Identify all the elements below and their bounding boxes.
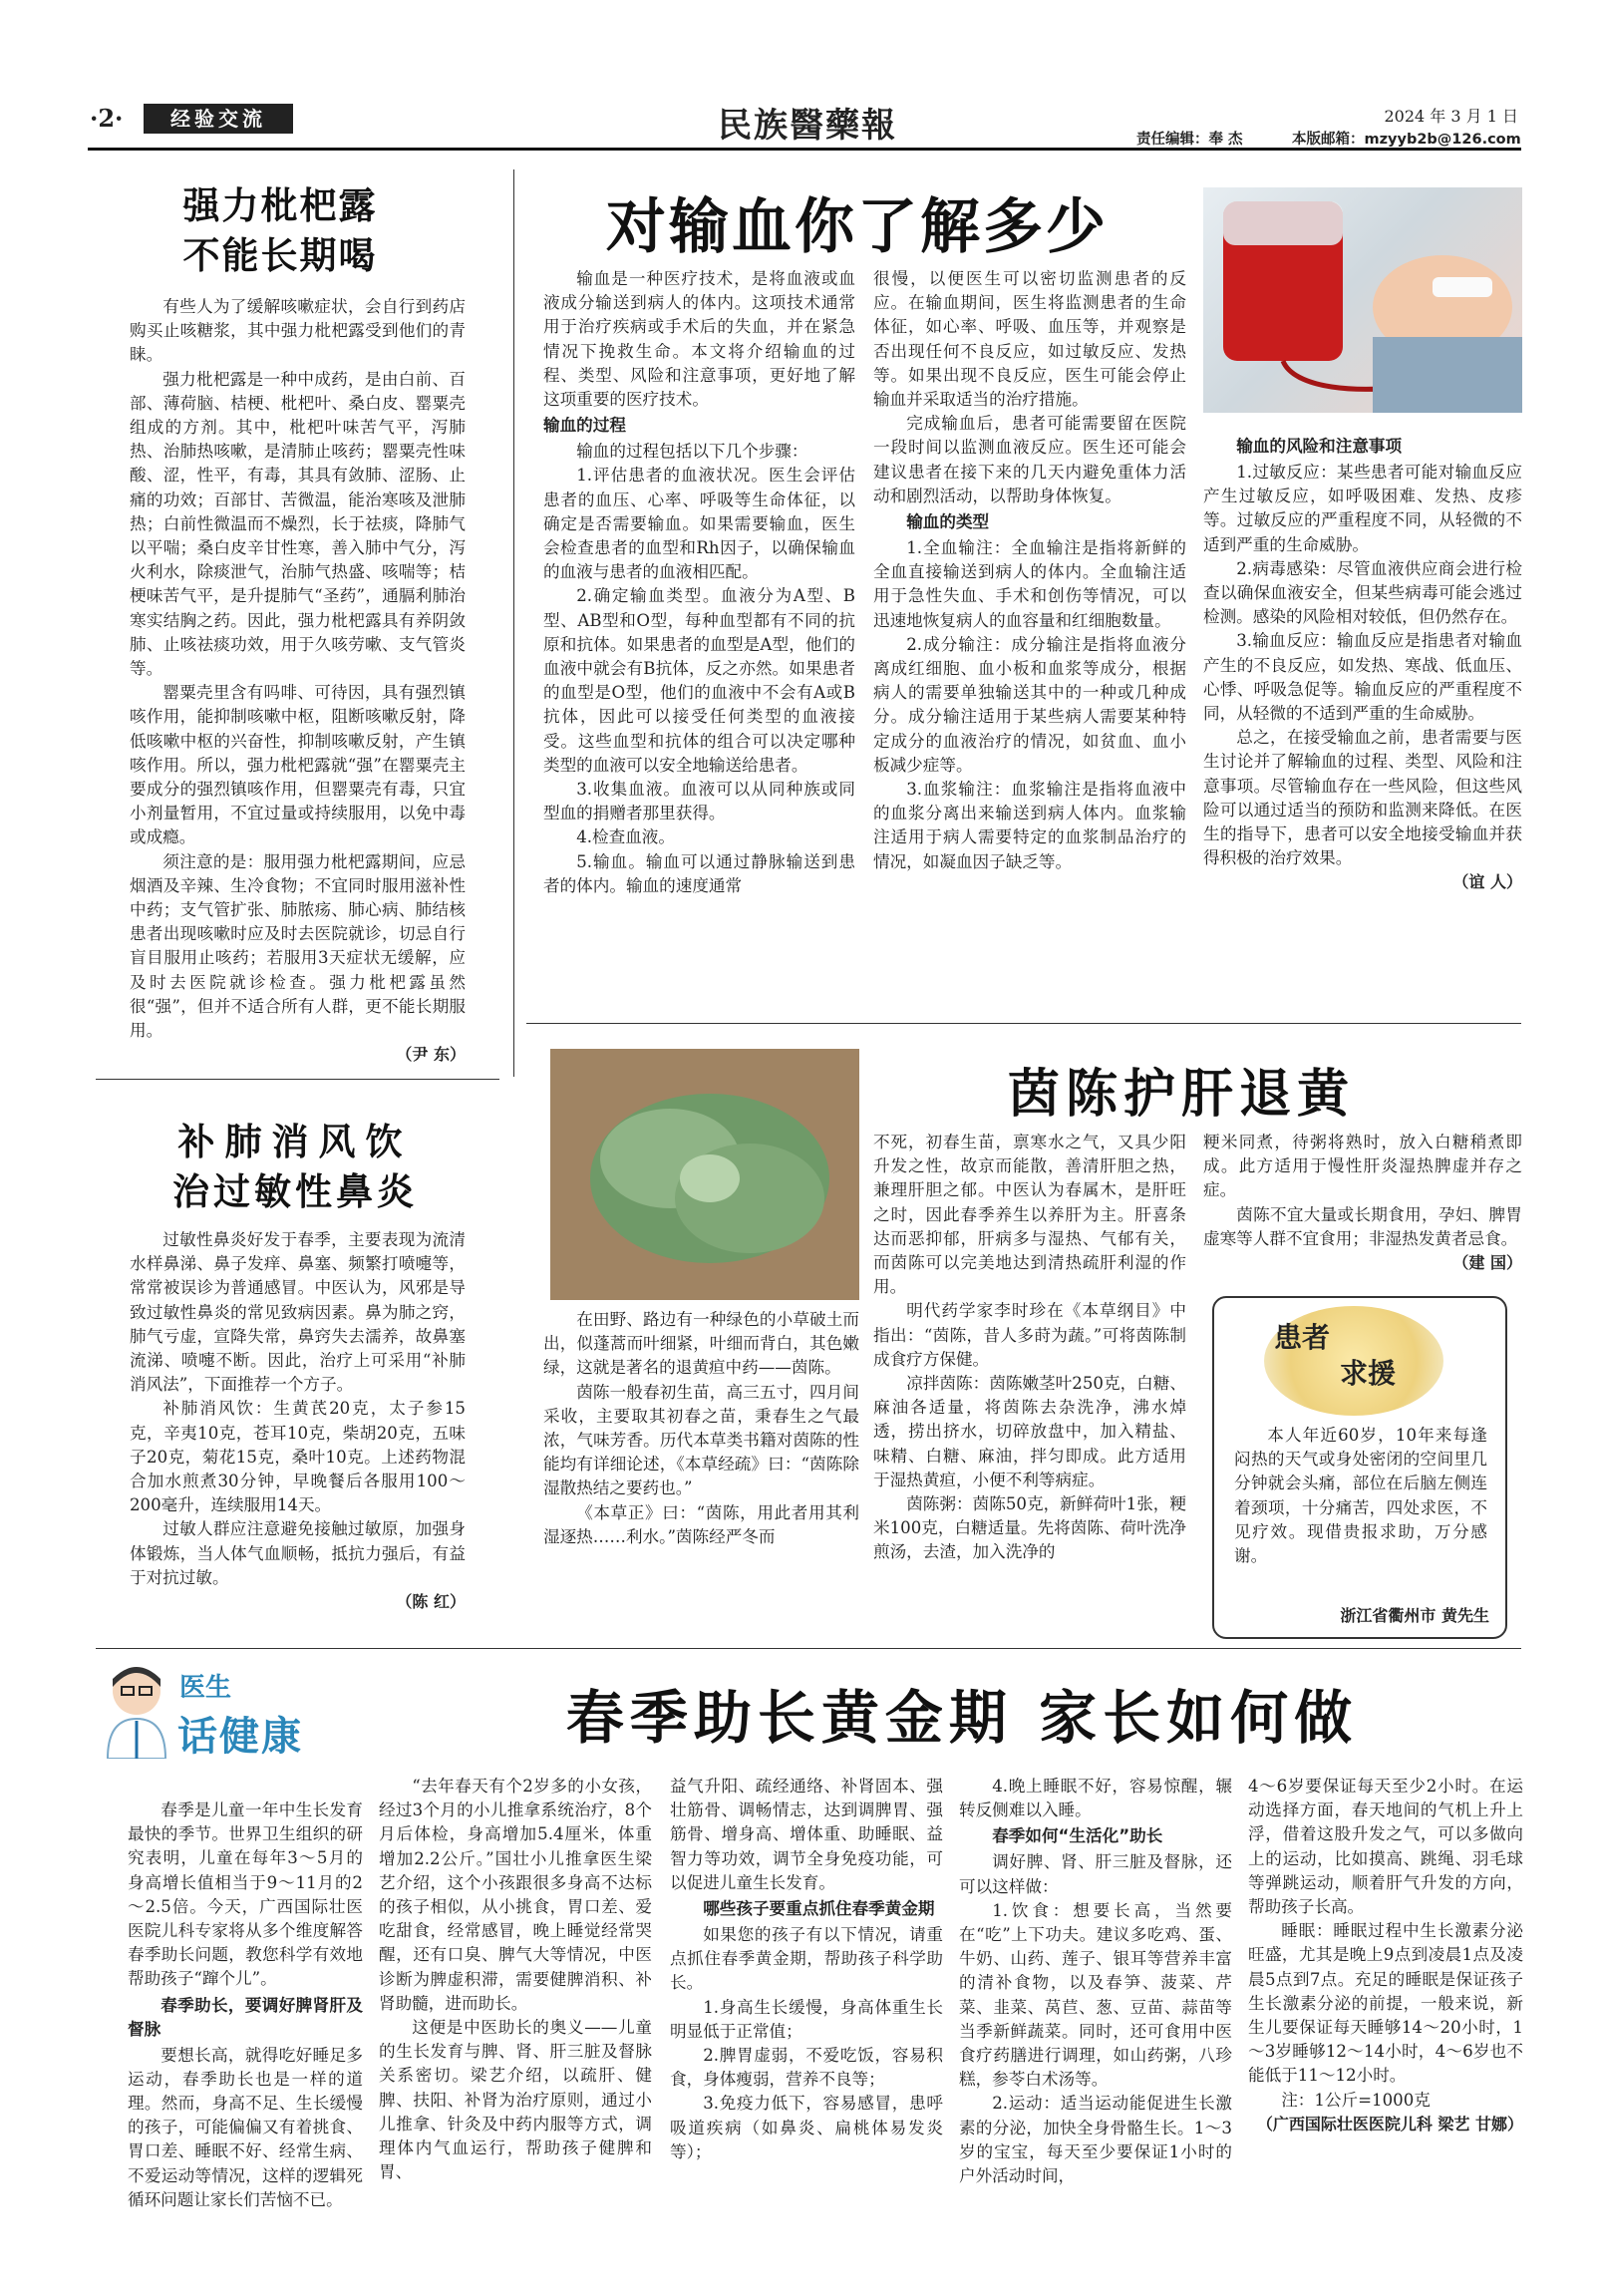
section-tag: 经验交流	[144, 104, 293, 134]
paragraph: 要想长高，就得吃好睡足多运动，春季助长也是一样的道理。然而，身高不足、生长缓慢的孩子，可能偏偏又有着挑食、胃口差、睡眠不好、经常生病、不爱运动等情况，这样的逻辑死循环问题让家长们苦恼不已。	[128, 2045, 363, 2209]
lung-title-line2: 治过敏性鼻炎	[172, 1169, 418, 1213]
spring-col4	[959, 1775, 1232, 2188]
paragraph: 总之，在接受输血之前，患者需要与医生讨论并了解输血的过程、类型、风险和注意事项。尽管输血存在一些风险，但这些风险可以通过适当的预防和监测来降低。在医生的指导下，患者可以安全地接受输血并获得积极的治疗效果。	[1203, 728, 1522, 868]
patient-sleeve	[1373, 337, 1522, 413]
paragraph: 过敏人群应注意避免接触过敏原，加强身体锻炼，当人体气血顺畅，抵抗力强后，有益于对抗过敏。	[130, 1519, 466, 1587]
tape	[1433, 277, 1492, 297]
plant-center	[680, 1154, 740, 1202]
yinchen-plant-illustration	[550, 1049, 859, 1300]
paragraph: 有些人为了缓解咳嗽症状，会自行到药店购买止咳糖浆，其中强力枇杷露受到他们的青睐。	[130, 297, 466, 365]
paragraph: 3.免疫力低下，容易感冒，患呼吸道疾病（如鼻炎、扁桃体易发炎等）；	[670, 2094, 943, 2161]
header-rule	[88, 148, 1521, 151]
paragraph: 本人年近60岁，10年来每逢闷热的天气或身处密闭的空间里几分钟就会头痛，部位在后脑左侧连着颈项，十分痛苦，四处求医，不见疗效。现借贵报求助，万分感谢。	[1234, 1426, 1487, 1566]
doctor-illustration	[100, 1659, 173, 1759]
spring-col2	[379, 1775, 652, 2184]
paragraph: 1.评估患者的血液状况。医生会评估患者的血压、心率、呼吸等生命体征，以确定是否需要输血。如果需要输血，医生会检查患者的血型和Rh因子，以确保输血的血液与患者的血液相匹配。	[543, 466, 855, 582]
paragraph: 2.运动：适当运动能促进生长激素的分泌，加快全身骨骼生长。1～3岁的宝宝，每天至少要保证1小时的户外活动时间，	[959, 2094, 1232, 2186]
lung-author: （陈 红）	[396, 1592, 466, 1612]
yinchen-col1	[543, 1308, 859, 1549]
doctor-avatar-icon	[100, 1659, 173, 1759]
yinchen-author: （建 国）	[1452, 1253, 1522, 1273]
paragraph: 春季是儿童一年中生长发育最快的季节。世界卫生组织的研究表明，儿童在每年3～5月的身高增长值相当于9～11月的2～2.5倍。今天，广西国际壮医医院儿科专家将从多个维度解答春季助长问题，教您科学有效地帮助孩子“蹿个儿”。	[128, 1801, 363, 1989]
spring-title: 春季助长黄金期 家长如何做	[565, 1684, 1359, 1752]
paragraph: 如果您的孩子有以下情况，请重点抓住春季黄金期，帮助孩子科学助长。	[670, 1925, 943, 1993]
paragraph: 1.饮食：想要长高，当然要在“吃”上下功夫。建议多吃鸡、蛋、牛奶、山药、莲子、银耳等营养丰富的清补食物，以及春笋、菠菜、芹菜、韭菜、莴苣、葱、豆苗、蒜苗等当季新鲜蔬菜。同时，还可食用中医食疗药膳进行调理，如山药粥，八珍糕，参苓白术汤等。	[959, 1900, 1232, 2090]
spring-col3	[670, 1775, 943, 2164]
subheading: 哪些孩子要重点抓住春季黄金期	[703, 1899, 935, 1919]
paragraph: 不死，初春生苗，禀寒水之气，又具少阳升发之性，故京而能散，善清肝胆之热，兼理肝胆之郁。中医认为春属木，是肝旺之时，因此春季养生以养肝为主。肝喜条达而恶抑郁，肝病多与湿热、气郁有关，而茵陈可以完美地达到清热疏肝利湿的作用。	[873, 1133, 1186, 1297]
help-title-top: 患者	[1274, 1321, 1331, 1354]
blood-title: 对输血你了解多少	[606, 192, 1109, 262]
paragraph: 罂粟壳里含有吗啡、可待因，具有强烈镇咳作用，能抑制咳嗽中枢，阻断咳嗽反射，降低咳嗽中枢的兴奋性，抑制咳嗽反射，产生镇咳作用。所以，强力枇杷露就“强”在罂粟壳主要成分的强烈镇咳作用，但罂粟壳有毒，只宜小剂量暂用，不宜过量或持续服用，以免中毒或成瘾。	[130, 683, 466, 847]
yinchen-title: 茵陈护肝退黄	[1007, 1064, 1355, 1125]
paragraph: 凉拌茵陈：茵陈嫩茎叶250克，白糖、麻油各适量，将茵陈去杂洗净，沸水焯透，捞出挤水，切碎放盘中，加入精盐、味精、白糖、麻油，拌匀即成。此方适用于湿热黄疸，小便不利等病症。	[873, 1374, 1186, 1489]
paragraph: 1.全血输注：全血输注是指将新鲜的全血直接输送到病人的体内。全血输注适用于急性失血、手术和创伤等情况，可以迅速地恢复病人的血容量和红细胞数量。	[873, 538, 1186, 630]
email-line: 本版邮箱：mzyyb2b@126.com	[1292, 132, 1521, 148]
subheading: 春季助长，要调好脾肾肝及督脉	[128, 1995, 363, 2039]
paragraph: 过敏性鼻炎好发于春季，主要表现为流清水样鼻涕、鼻子发痒、鼻塞、频繁打喷嚏等，常常被误诊为普通感冒。中医认为，风邪是导致过敏性鼻炎的常见致病因素。鼻为肺之窍，肺气亏虚，宣降失常，鼻窍失去濡养，故鼻塞流涕、喷嚏不断。因此，治疗上可采用“补肺消风法”，下面推荐一个方子。	[130, 1230, 466, 1395]
section-rule	[526, 1023, 1521, 1024]
pipa-title-line1: 强力枇杷露	[182, 183, 378, 227]
patient-help-box	[1212, 1296, 1507, 1639]
paragraph: 这便是中医助长的奥义——儿童的生长发育与脾、肾、肝三脏及督脉关系密切。梁艺介绍，以疏肝、健脾、扶阳、补肾为治疗原则，通过小儿推拿、针灸及中药内服等方式，调理体内气血运行，帮助孩子健脾和胃、	[379, 2018, 652, 2182]
section-rule	[96, 1648, 1521, 1649]
help-text	[1234, 1424, 1487, 1568]
help-title-bottom: 求援	[1340, 1357, 1397, 1390]
paragraph: 须注意的是：服用强力枇杷露期间，应忌烟酒及辛辣、生冷食物；不宜同时服用滋补性中药；支气管扩张、肺脓疡、肺心病、肺结核患者出现咳嗽时应及时去医院就诊，切忌自行盲目服用止咳药；若服用3天症状无缓解，应及时去医院就诊检查。强力枇杷露虽然很“强”，但并不适合所有人群，更不能长期服用。	[130, 851, 466, 1041]
help-signature: 浙江省衢州市 黄先生	[1340, 1606, 1489, 1625]
blood-col2	[873, 267, 1186, 874]
subheading: 春季如何“生活化”助长	[992, 1826, 1163, 1846]
paragraph: 2.成分输注：成分输注是指将血液分离成红细胞、血小板和血浆等成分，根据病人的需要单独输送其中的一种或几种成分。成分输注适用于某些病人需要某种特定成分的血液治疗的情况，如贫血、血小板减少症等。	[873, 634, 1186, 775]
blood-col3	[1203, 433, 1522, 895]
masthead: 民族醫藥報	[718, 106, 897, 146]
paragraph: 茵陈一般春初生苗，高三五寸，四月间采收，主要取其初春之苗，秉春生之气最浓，气味芳香。历代本草类书籍对茵陈的性能均有详细论述，《本草经疏》曰：“茵陈除湿散热结之要药也。”	[543, 1382, 859, 1498]
paragraph: 粳米同煮，待粥将熟时，放入白糖稍煮即成。此方适用于慢性肝炎湿热脾虚并存之症。	[1203, 1133, 1522, 1200]
blood-bag-label	[1223, 201, 1343, 245]
pipa-body	[130, 295, 466, 1068]
paragraph: 在田野、路边有一种绿色的小草破土而出，似蓬蒿而叶细紧，叶细而背白，其色嫩绿，这就是著名的退黄疸中药——茵陈。	[543, 1310, 859, 1378]
spring-col1	[128, 1799, 363, 2212]
paragraph: 1.过敏反应：某些患者可能对输血反应产生过敏反应，如呼吸困难、发热、皮疹等。过敏反应的严重程度不同，从轻微的不适到严重的生命威胁。	[1203, 463, 1522, 554]
spring-author: （广西国际壮医医院儿科 梁艺 甘娜）	[1256, 2114, 1523, 2133]
section-rule	[96, 1079, 499, 1080]
column-logo-bottom: 话健康	[177, 1714, 303, 1760]
yinchen-col3	[1203, 1131, 1522, 1275]
pipa-title-line2: 不能长期喝	[182, 233, 378, 277]
paragraph: 1.身高生长缓慢，身高体重生长明显低于正常值；	[670, 1997, 943, 2041]
paragraph: 《本草正》曰：“茵陈，用此者用其利湿逐热……利水。”茵陈经严冬而	[543, 1502, 859, 1546]
lung-body	[130, 1228, 466, 1614]
editor-line: 责任编辑：奉 杰	[1136, 132, 1243, 148]
paragraph: 4～6岁要保证每天至少2小时。在运动选择方面，春天地间的气机上升上浮，借着这股升发之气，可以多做向上的运动，比如摸高、跳绳、羽毛球等弹跳运动，顺着肝气升发的方向，帮助孩子长高。	[1248, 1777, 1523, 1917]
blood-photo	[1203, 187, 1522, 413]
paragraph: 注：1公斤=1000克	[1281, 2090, 1431, 2110]
yinchen-col2	[873, 1131, 1186, 1565]
column-logo-top: 医生	[179, 1673, 232, 1703]
paragraph: 很慢，以便医生可以密切监测患者的反应。在输血期间，医生将监测患者的生命体征，如心率、呼吸、血压等，并观察是否出现任何不良反应，如过敏反应、发热等。如果出现不良反应，医生可能会停止输血并采取适当的治疗措施。	[873, 269, 1186, 410]
paragraph: 补肺消风饮：生黄芪20克，太子参15克，辛夷10克，苍耳10克，柴胡20克，五味子20克，菊花15克，桑叶10克。上述药物混合加水煎煮30分钟，早晚餐后各服用100～200毫升，连续服用14天。	[130, 1399, 466, 1515]
yinchen-photo	[550, 1049, 859, 1300]
blood-col1	[543, 267, 855, 898]
spring-col5	[1248, 1775, 1523, 2136]
issue-date: 2024 年 3 月 1 日	[1384, 107, 1518, 126]
paragraph: 2.脾胃虚弱，不爱吃饭，容易积食，身体瘦弱，营养不良等；	[670, 2046, 943, 2090]
paragraph: 强力枇杷露是一种中成药，是由白前、百部、薄荷脑、桔梗、枇杷叶、桑白皮、罂粟壳组成的方剂。其中，枇杷叶味苦气平，泻肺热、治肺热咳嗽，是清肺止咳药；罂粟壳性味酸、涩，性平，有毒，其具有敛肺、涩肠、止痛的功效；百部甘、苦微温，能治寒咳及泄肺热；白前性微温而不燥烈，长于祛痰，降肺气以平喘；桑白皮辛甘性寒，善入肺中气分，泻火利水，除痰泄气，治肺气热盛、咳喘等；桔梗味苦气平，是升提肺气“圣药”，通膈利肺治寒实结胸之药。因此，强力枇杷露具有养阴敛肺、止咳祛痰功效，用于久咳劳嗽、支气管炎等。	[130, 369, 466, 679]
paragraph: 茵陈粥：茵陈50克，新鲜荷叶1张，粳米100克，白糖适量。先将茵陈、荷叶洗净煎汤，去渣，加入洗净的	[873, 1494, 1186, 1562]
paragraph: 4.检查血液。	[576, 827, 675, 847]
paragraph: “去年春天有个2岁多的小女孩，经过3个月的小儿推拿系统治疗，8个月后体检，身高增加5.4厘米，体重增加2.2公斤。”国壮小儿推拿医生梁艺介绍，这个小孩跟很多身高不达标的孩子相似，从小挑食，胃口差、爱吃甜食，经常感冒，晚上睡觉经常哭醒，还有口臭、脾气大等情况，中医诊断为脾虚积滞，需要健脾消积、补肾助髓，进而助长。	[379, 1777, 652, 2013]
paragraph: 益气升阳、疏经通络、补肾固本、强壮筋骨、调畅情志，达到调脾胃、强筋骨、增身高、增体重、助睡眠、益智力等功效，调节全身免疫功能，可以促进儿童生长发育。	[670, 1777, 943, 1892]
column-divider	[513, 169, 514, 1077]
paragraph: 调好脾、肾、肝三脏及督脉，还可以这样做：	[959, 1852, 1232, 1896]
paragraph: 5.输血。输血可以通过静脉输送到患者的体内。输血的速度通常	[543, 851, 855, 895]
subheading: 输血的类型	[906, 512, 990, 532]
paragraph: 输血是一种医疗技术，是将血液或血液成分输送到病人的体内。这项技术通常用于治疗疾病或手术后的失血，并在紧急情况下挽救生命。本文将介绍输血的过程、类型、风险和注意事项，更好地了解这项重要的医疗技术。	[543, 269, 855, 410]
paragraph: 3.收集血液。血液可以从同种族或同型血的捐赠者那里获得。	[543, 780, 855, 823]
blood-author: （谊 人）	[1452, 872, 1522, 892]
paragraph: 3.输血反应：输血反应是指患者对输血产生的不良反应，如发热、寒战、低血压、心悸、呼吸急促等。输血反应的严重程度不同，从轻微的不适到严重的生命威胁。	[1203, 631, 1522, 724]
paragraph: 输血的过程包括以下几个步骤：	[576, 442, 808, 462]
paragraph: 4.晚上睡眠不好，容易惊醒，辗转反侧难以入睡。	[959, 1777, 1232, 1820]
paragraph: 明代药学家李时珍在《本草纲目》中指出：“茵陈，昔人多莳为蔬。”可将茵陈制成食疗方保健。	[873, 1301, 1186, 1369]
pipa-author: （尹 东）	[396, 1045, 466, 1065]
page-number: ·2·	[90, 104, 124, 133]
paragraph: 2.确定输血类型。血液分为A型、B型、AB型和O型，每种血型都有不同的抗原和抗体。如果患者的血型是A型，他们的血液中就会有B抗体，反之亦然。如果患者的血型是O型，他们的血液中不会有A或B抗体，因此可以接受任何类型的血液接受。这些血型和抗体的组合可以决定哪种类型的血液可以安全地输送给患者。	[543, 586, 855, 775]
blood-bag-illustration	[1203, 187, 1522, 413]
subheading: 输血的风险和注意事项	[1236, 437, 1403, 456]
paragraph: 茵陈不宜大量或长期食用，孕妇、脾胃虚寒等人群不宜食用；非湿热发黄者忌食。	[1203, 1204, 1522, 1248]
paragraph: 睡眠：睡眠过程中生长激素分泌旺盛，尤其是晚上9点到凌晨1点及凌晨5点到7点。充足的睡眠是保证孩子生长激素分泌的前提，一般来说，新生儿要保证每天睡够14～20小时，1～3岁睡够12～14小时，4～6岁也不能低于11～12小时。	[1248, 1921, 1523, 2086]
paragraph: 完成输血后，患者可能需要留在医院一段时间以监测血液反应。医生还可能会建议患者在接下来的几天内避免重体力活动和剧烈活动，以帮助身体恢复。	[873, 414, 1186, 505]
paragraph: 2.病毒感染：尽管血液供应商会进行检查以确保血液安全，但某些病毒可能会逃过检测。感染的风险相对较低，但仍然存在。	[1203, 558, 1522, 627]
subheading: 输血的过程	[543, 416, 626, 436]
lung-title-line1: 补肺消风饮	[177, 1120, 413, 1163]
paragraph: 3.血浆输注：血浆输注是指将血液中的血浆分离出来输送到病人体内。血浆输注适用于病人需要特定的血浆制品治疗的情况，如凝血因子缺乏等。	[873, 780, 1186, 871]
